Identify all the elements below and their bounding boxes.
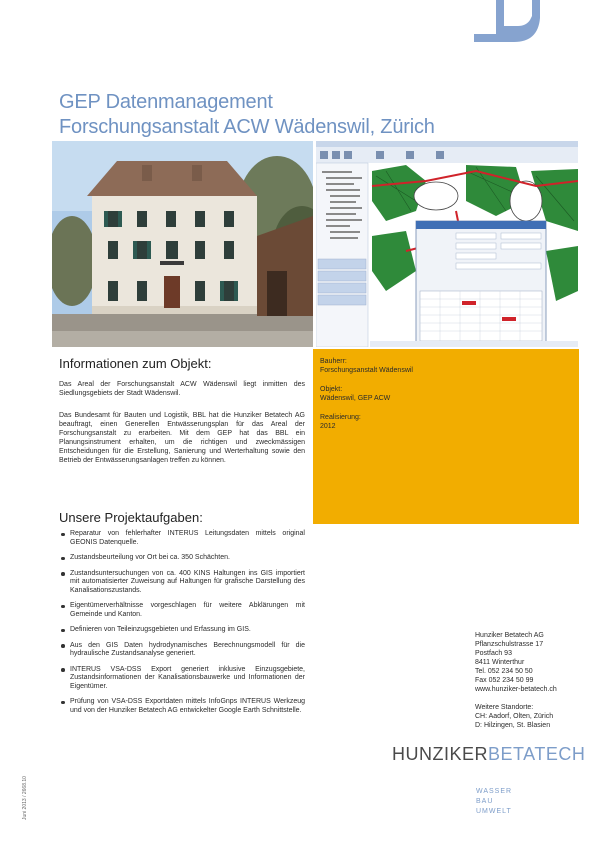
object-value: Wädenswil, GEP ACW [320,395,391,402]
tagline-line: WASSER [476,788,513,795]
task-item: Definieren von Teileinzugsgebieten und Erfassung im GIS. [59,626,305,635]
address-line: Weitere Standorte: [475,704,534,711]
task-item: Reparatur von fehlerhafter INTERUS Leitungsdaten mittels original GEONIS Datenquelle. [59,530,305,547]
object-info-paragraph-2: Das Bundesamt für Bauten und Logistik, BBL hat die Hunziker Betatech AG beauftragt, einen Generellen Entwässerungsplan für das Areal der Forschungsanstalt zu erarbeiten. Mit dem GEP hat das BBL ein Planungsinstrument erhalten, um die richtigen und zweckmässigen Entscheidungen für die Erstellung, Sanierung und Werterhaltung sowie den Betrieb der Entwässerungsanlagen treffen zu können. [59,412,305,464]
tagline-line: BAU [476,798,494,805]
object-label: Objekt: [320,386,343,393]
tasks-heading: Unsere Projektaufgaben: [59,510,203,525]
website-link[interactable]: www.hunziker-betatech.ch [475,686,557,693]
tasks-list [59,530,305,722]
realization-label: Realisierung: [320,414,361,421]
realization-value: 2012 [320,423,336,430]
object-info-heading: Informationen zum Objekt: [59,356,212,371]
task-item: Eigentümerverhältnisse vorgeschlagen für weitere Abklärungen mit Gemeinde und Kanton. [59,602,305,619]
company-logo [392,744,585,765]
company-tagline [476,787,512,817]
address-spacer [475,694,585,703]
address-line: D: Hilzingen, St. Blasien [475,722,551,729]
address-line: Postfach 93 [475,650,512,657]
project-info-content [320,357,570,441]
page-title-line2: Forschungsanstalt ACW Wädenswil, Zürich [59,116,435,138]
task-item: INTERUS VSA-DSS Export generiert inklusive Einzugsgebiete, Zustandsinformationen der Kanalisationsbauwerke und Informationen der Eigentümer. [59,666,305,692]
task-item: Prüfung von VSA-DSS Exportdaten mittels InfoGnps INTERUS Werkzeug und von der Hunziker Betatech AG entwickelter Google Earth Schnittstelle. [59,698,305,715]
address-line: Fax 052 234 50 99 [475,677,534,684]
task-item: Zustandsbeurteilung vor Ort bei ca. 350 Schächten. [59,554,305,563]
address-line: 8411 Winterthur [475,659,525,666]
tagline-line: UMWELT [476,808,512,815]
brand-corner-mark [474,0,540,42]
company-address [475,631,585,730]
building-photo [52,141,313,347]
footer-date-code: Juni 2013 / 2668.10 [22,776,28,820]
address-line: Hunziker Betatech AG [475,632,544,639]
page-title-line1: GEP Datenmanagement [59,91,273,113]
client-label: Bauherr: [320,358,347,365]
address-line: CH: Aadorf, Olten, Zürich [475,713,554,720]
client-value: Forschungsanstalt Wädenswil [320,367,413,374]
object-info-paragraph-1: Das Areal der Forschungsanstalt ACW Wädenswil liegt inmitten des Siedlungsgebiets der Stadt Wädenswil. [59,381,305,397]
logo-part-betatech: BETATECH [488,744,586,764]
address-line: Pflanzschulstrasse 17 [475,641,544,648]
task-item: Aus den GIS Daten hydrodynamisches Berechnungsmodell für die hydraulische Zustandsanalyse generiert. [59,642,305,659]
address-line: Tel. 052 234 50 50 [475,668,533,675]
gis-software-screenshot [316,141,578,347]
task-item: Zustandsuntersuchungen von ca. 400 KINS Haltungen ins GIS importiert mit automatisierter Zuweisung auf Haltungen für grafische Darstellung des Kanalisationszustands. [59,570,305,596]
logo-part-hunziker: HUNZIKER [392,744,489,764]
